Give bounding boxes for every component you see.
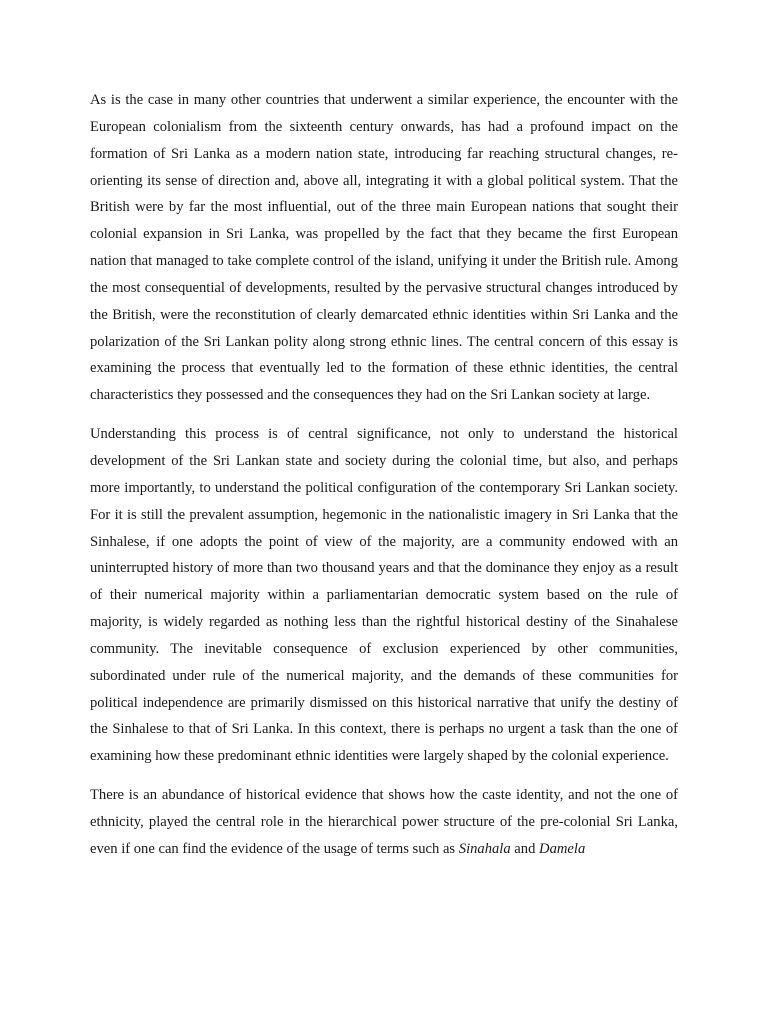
term-sinahala: Sinahala	[458, 840, 511, 857]
paragraph-significance: Understanding this process is of central significance, not only to understand the historical development of the Sri Lankan state and society during the colonial time, but also, and perhaps more importantly, to understand the political configuration of the contemporary Sri Lankan society. For it is still the prevalent assumption, hegemonic in the nationalistic imagery in Sri Lanka that the Sinhalese, if one adopts the point of view of the majority, are a community endowed with an uninterrupted history of more than two thousand years and that the dominance they enjoy as a result of their numerical majority within a parliamentarian democratic system based on the rule of majority, is widely regarded as nothing less than the rightful historical destiny of the Sinahalese community. The inevitable consequence of exclusion experienced by other communities, subordinated under rule of the numerical majority, and the demands of these communities for political independence are primarily dismissed on this historical narrative that unify the destiny of the Sinhalese to that of Sri Lanka. In this context, there is perhaps no urgent a task than the one of examining how these predominant ethnic identities were largely shaped by the colonial experience.	[90, 426, 678, 765]
paragraph-caste-text: There is an abundance of historical evidence that shows how the caste identity, and not the one of ethnicity, played the central role in the hierarchical power structure of the pre-colonial Sri Lanka, even if one can find the evidence of the usage of terms such as	[90, 787, 678, 857]
term-damela: Damela	[539, 840, 586, 857]
paragraph-colonial-impact: As is the case in many other countries that underwent a similar experience, the encounter with the European colonialism from the sixteenth century onwards, has had a profound impact on the formation of Sri Lanka as a modern nation state, introducing far reaching structural changes, re-orienting its sense of direction and, above all, integrating it with a global political system. That the British were by far the most influential, out of the three main European nations that sought their colonial expansion in Sri Lanka, was propelled by the fact that they became the first European nation that managed to take complete control of the island, unifying it under the British rule. Among the most consequential of developments, resulted by the pervasive structural changes introduced by the British, were the reconstitution of clearly demarcated ethnic identities within Sri Lanka and the polarization of the Sri Lankan polity along strong ethnic lines. The central concern of this essay is examining the process that eventually led to the formation of these ethnic identities, the central characteristics they possessed and the consequences they had on the Sri Lankan society at large.	[90, 92, 678, 404]
paragraph-caste-evidence	[90, 782, 678, 863]
term-joiner: and	[510, 840, 540, 857]
document-page	[90, 87, 678, 875]
